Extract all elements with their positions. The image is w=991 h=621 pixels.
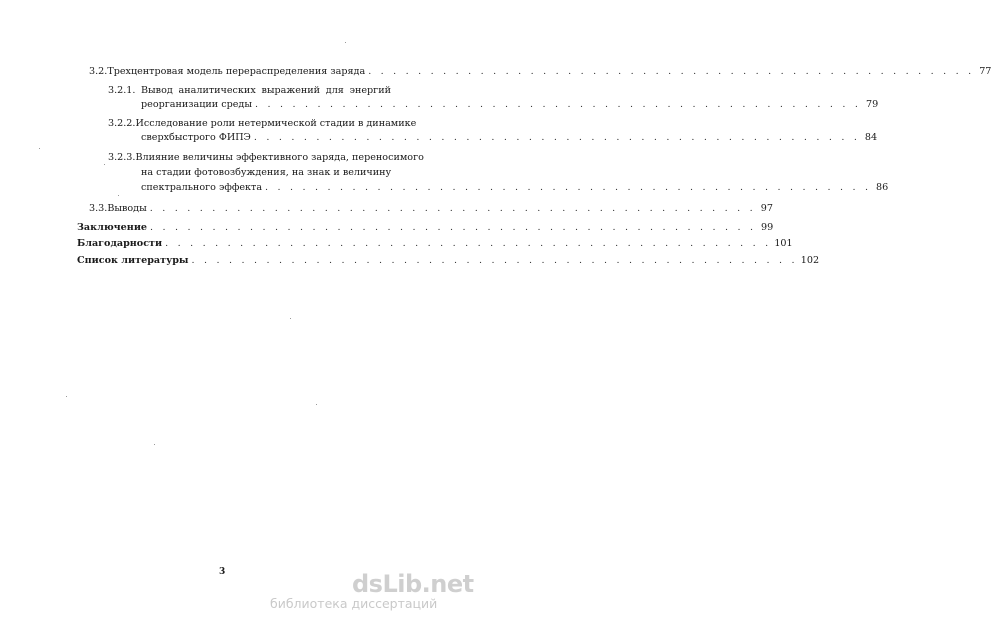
- watermark-subtitle: библиотека диссертаций: [270, 596, 438, 611]
- toc-leader: . . . . . . . . . . . . . . . . . . . . . . . . . . . . . . . . . . . . . . . . . . . . . . . . .: [191, 255, 798, 266]
- toc-entry-3-2-1-line2[interactable]: [141, 98, 879, 111]
- toc-leader: . . . . . . . . . . . . . . . . . . . . . . . . . . . . . . . . . . . . . . . . . . . . . . . . .: [254, 99, 862, 110]
- toc-entry-title: Выводы: [107, 203, 147, 214]
- toc-entry-3-2-3-line2[interactable]: [141, 166, 391, 179]
- toc-entry-page: 86: [876, 182, 889, 193]
- scan-speck: [66, 396, 67, 397]
- toc-entry-page: 79: [865, 99, 879, 110]
- toc-entry-title-last: реорганизации среды: [141, 99, 252, 110]
- toc-leader: . . . . . . . . . . . . . . . . . . . . . . . . . . . . . . . . . . . . . . . . . . . . . . . . .: [253, 132, 861, 143]
- toc-leader: . . . . . . . . . . . . . . . . . . . . . . . . . . . . . . . . . . . . . . . . . . . . . . . . .: [150, 222, 757, 233]
- toc-entry-acknowledgements[interactable]: [77, 237, 793, 250]
- toc-leader: . . . . . . . . . . . . . . . . . . . . . . . . . . . . . . . . . . . . . . . . . . . . . . . . .: [265, 182, 872, 193]
- scan-speck: [154, 444, 155, 445]
- toc-entry-conclusion[interactable]: [77, 221, 774, 234]
- toc-entry-number: 3.2.3.: [108, 152, 136, 163]
- toc-entry-3-2[interactable]: [89, 65, 991, 78]
- toc-entry-title-line: на стадии фотовозбуждения, на знак и величину: [141, 167, 392, 178]
- toc-entry-3-3[interactable]: [89, 202, 773, 215]
- toc-entry-number: 3.3.: [89, 203, 108, 214]
- toc-entry-title-line: Исследование роли нетермической стадии в динамике: [135, 118, 417, 129]
- toc-entry-title: Список литературы: [77, 255, 189, 266]
- scan-speck: [345, 42, 346, 43]
- toc-entry-number: 3.2.1.: [108, 85, 136, 96]
- toc-entry-title-line: Вывод аналитических выражений для энергий: [141, 85, 391, 96]
- scan-speck: [104, 164, 105, 165]
- toc-entry-3-2-3-line1[interactable]: [108, 151, 424, 164]
- toc-entry-title-line: Влияние величины эффективного заряда, переносимого: [135, 152, 424, 163]
- scan-speck: [118, 195, 119, 196]
- page-number: 3: [219, 567, 226, 577]
- toc-entry-page: 101: [774, 238, 793, 249]
- toc-entry-page: 97: [760, 203, 773, 214]
- toc-entry-3-2-1-line1[interactable]: [108, 84, 391, 97]
- toc-entry-page: 77: [979, 66, 991, 77]
- toc-entry-3-2-2-line2[interactable]: [141, 131, 878, 144]
- toc-entry-3-2-3-line3[interactable]: [141, 181, 889, 194]
- toc-entry-title-last: сверхбыстрого ФИПЭ: [141, 132, 251, 143]
- toc-entry-title-last: спектрального эффекта: [141, 182, 263, 193]
- toc-entry-number: 3.2.: [89, 66, 108, 77]
- toc-entry-page: 99: [761, 222, 774, 233]
- watermark-logo: dsLib.net: [352, 570, 474, 598]
- toc-entry-3-2-2-line1[interactable]: [108, 117, 417, 130]
- toc-entry-number: 3.2.2.: [108, 118, 136, 129]
- toc-entry-title: Трехцентровая модель перераспределения заряда: [107, 66, 366, 77]
- scan-speck: [39, 148, 40, 149]
- toc-leader: . . . . . . . . . . . . . . . . . . . . . . . . . . . . . . . . . . . . . . . . . . . . . . . . .: [149, 203, 756, 214]
- toc-leader: . . . . . . . . . . . . . . . . . . . . . . . . . . . . . . . . . . . . . . . . . . . . . . . . .: [165, 238, 772, 249]
- toc-entry-title: Заключение: [77, 222, 148, 233]
- toc-entry-page: 102: [800, 255, 820, 266]
- scan-speck: [316, 404, 317, 405]
- toc-entry-page: 84: [864, 132, 878, 143]
- toc-entry-bibliography[interactable]: [77, 254, 820, 267]
- scan-speck: [290, 318, 291, 319]
- toc-entry-title: Благодарности: [77, 238, 163, 249]
- toc-leader: . . . . . . . . . . . . . . . . . . . . . . . . . . . . . . . . . . . . . . . . . . . . . . . . .: [368, 66, 975, 77]
